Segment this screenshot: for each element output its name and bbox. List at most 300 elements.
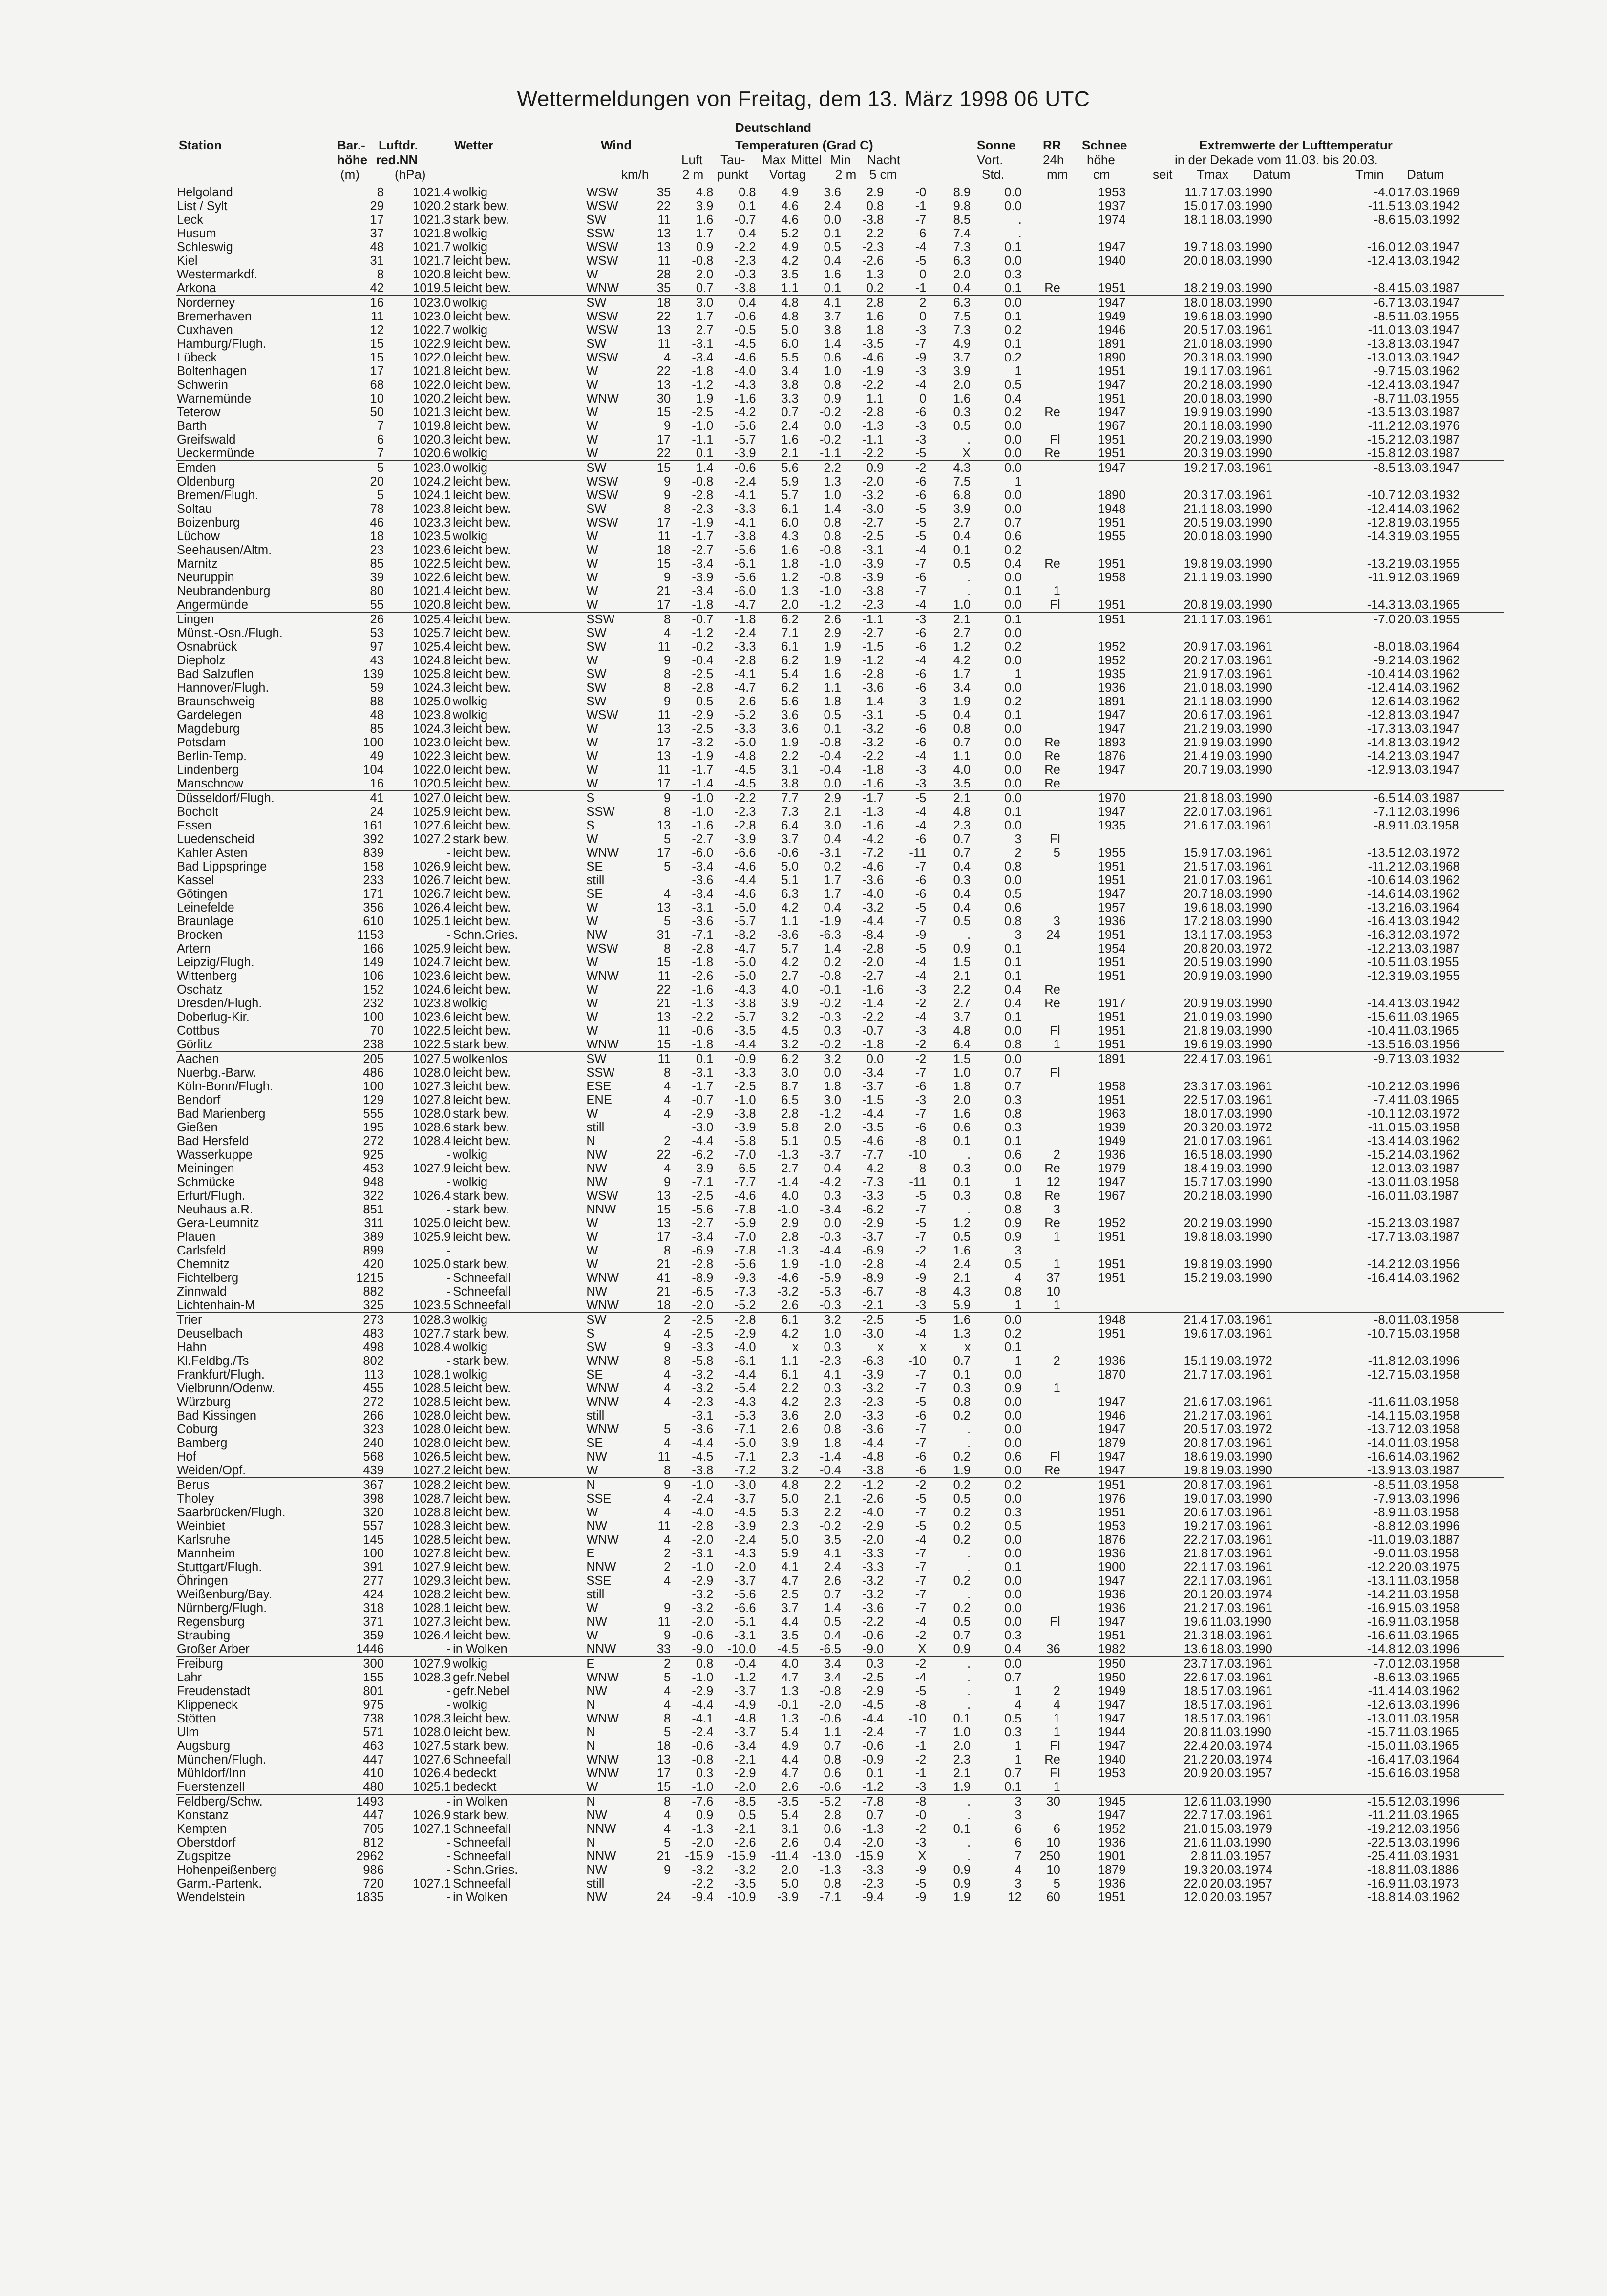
cell-schnee: Re [1044,997,1060,1010]
cell-taupunkt: -4.9 [734,1698,756,1712]
cell-rr-24h: 0.6 [1004,1148,1022,1162]
cell-tmin-datum: 11.03.1958 [1397,1506,1459,1519]
cell-wind-kmh: 9 [663,654,671,667]
cell-bar-hoehe: 322 [363,1189,384,1203]
cell-station: Zugspitze [177,1850,231,1863]
cell-tmin: -10.6 [1367,873,1396,887]
table-row [176,654,1504,667]
cell-tmax: 22.4 [1127,1052,1209,1066]
cell-rr-24h: 0.0 [1004,654,1022,667]
cell-taupunkt: -7.2 [734,1464,756,1477]
cell-luftdruck: 1021.4 [413,584,451,598]
cell-nacht-5cm: -7 [915,1436,927,1450]
cell-taupunkt: -4.5 [734,337,756,351]
cell-taupunkt: -3.7 [734,1574,756,1588]
cell-luftdruck: 1028.0 [413,1725,451,1739]
cell-tmax-datum [1209,584,1314,598]
cell-wetter: leicht bew. [453,543,511,557]
cell-nacht-5cm: -5 [915,1395,927,1409]
cell-wetter: leicht bew. [453,777,511,790]
cell-station: Norderney [176,296,352,310]
cell-rr-24h: 0.7 [1004,1066,1022,1080]
cell-max: 6.1 [781,1368,799,1382]
cell-nacht-5cm: -5 [915,708,927,722]
cell-tmax: 19.6 [1184,1615,1208,1629]
cell-max: 5.6 [757,461,800,475]
cell-sonne: 1.7 [953,667,971,681]
cell-luft-2m: -0.8 [692,1753,714,1766]
cell-min-2m: -1.3 [862,805,884,819]
cell-wind-kmh: 8 [637,612,672,626]
cell-sonne: 0.5 [953,419,971,433]
cell-wetter: leicht bew. [453,1066,511,1080]
cell-max: 1.3 [781,584,799,598]
cell-station: Ueckermünde [177,446,254,460]
cell-mittel-vortag: -0.2 [820,405,841,419]
cell-wind-richtung: SW [586,626,607,640]
cell-seit [1061,1298,1127,1313]
cell-luft-2m: -3.0 [692,1121,714,1134]
cell-schnee: Re [1044,557,1060,571]
cell-tmax-datum: 17.03.1990 [1210,199,1272,213]
cell-nacht-5cm: -7 [915,584,927,598]
cell-wind-kmh: 21 [656,1257,671,1271]
cell-bar-hoehe: 97 [370,640,384,654]
cell-sonne: 1.5 [953,956,971,969]
cell-mittel-vortag: 3.8 [824,323,841,337]
cell-rr-24h: 1 [1015,1684,1022,1698]
cell-mittel-vortag: -0.2 [820,433,841,446]
cell-rr-24h: 0.0 [972,1052,1023,1066]
cell-wind-richtung: S [585,791,637,805]
cell-tmin-datum: 11.03.1955 [1397,392,1459,405]
cell-wind-kmh: 5 [663,1836,671,1850]
cell-mittel-vortag: -2.3 [820,1354,841,1368]
cell-station: Bad Hersfeld [177,1134,249,1148]
cell-sonne: 2.1 [953,969,971,983]
cell-wetter: leicht bew. [453,378,511,392]
cell-luftdruck: - [446,1175,451,1189]
cell-bar-hoehe: 439 [363,1464,384,1477]
cell-tmin-datum: 13.03.1942 [1397,997,1460,1010]
cell-luft-2m: -3.1 [692,1409,714,1423]
cell-min-2m: -2.3 [862,1877,884,1891]
cell-mittel-vortag: -0.4 [820,1464,841,1477]
cell-wind-kmh: 22 [656,446,671,460]
cell-bar-hoehe: 925 [363,1148,384,1162]
cell-taupunkt: -4.7 [734,942,756,956]
cell-nacht-5cm: -6 [915,722,927,736]
table-row [176,1395,1504,1409]
cell-nacht-5cm: -3 [915,364,927,378]
cell-min-2m: -2.5 [862,1671,884,1684]
cell-tmin-datum: 13.03.1987 [1397,1230,1460,1244]
cell-rr-24h: 0.2 [1004,351,1022,364]
cell-taupunkt: -7.0 [734,1148,756,1162]
cell-max: 2.6 [781,1836,799,1850]
cell-luftdruck: 1020.8 [413,268,451,281]
cell-station: Deuselbach [177,1327,243,1340]
cell-wind-richtung: W [586,1230,598,1244]
cell-schnee: Fl [1050,832,1060,846]
cell-wind-richtung: SSW [586,227,615,240]
cell-schnee [1023,708,1061,722]
cell-tmin: -14.3 [1367,598,1396,612]
cell-bar-hoehe: 8 [377,268,384,281]
cell-tmin-datum: 15.03.1958 [1397,1368,1460,1382]
cell-tmin: -9.7 [1374,364,1396,378]
cell-wind-richtung: W [586,530,598,543]
cell-sonne: . [967,1836,971,1850]
cell-mittel-vortag: 0.8 [824,530,841,543]
cell-bar-hoehe: 1835 [356,1891,384,1904]
cell-wind-richtung: W [586,1257,598,1271]
cell-luftdruck: 1026.9 [413,860,451,873]
cell-luftdruck: 1027.6 [413,1753,451,1766]
cell-taupunkt: -5.6 [734,1257,756,1271]
header-rr-24h: 24h [1043,152,1064,167]
table-row [176,1216,1504,1230]
cell-tmin: -16.9 [1367,1615,1396,1629]
cell-tmax: 19.8 [1184,557,1208,571]
cell-wetter: gefr.Nebel [453,1684,510,1698]
cell-luftdruck: 1022.5 [413,557,451,571]
cell-mittel-vortag: 1.8 [824,695,841,708]
cell-sonne: 2.1 [927,612,972,626]
cell-bar-hoehe: 2962 [356,1850,384,1863]
cell-tmin-datum: 12.03.1996 [1397,1519,1460,1533]
cell-sonne: 7.3 [953,323,971,337]
cell-luft-2m: -1.8 [692,956,714,969]
cell-tmax: 19.2 [1127,461,1209,475]
cell-seit: 1951 [1061,612,1127,626]
cell-max: -3.2 [777,1285,799,1298]
cell-wind-kmh: 9 [663,489,671,502]
table-row [176,186,1504,199]
cell-max: -3.5 [757,1794,800,1808]
header-bar2: höhe [337,152,368,167]
cell-wind-richtung: SE [586,1368,603,1382]
cell-station: Stötten [177,1712,216,1725]
cell-bar-hoehe: 802 [363,1354,384,1368]
cell-station: Westermarkdf. [177,268,258,281]
cell-rr-24h: 4 [1015,1271,1022,1285]
cell-tmax-datum: 18.03.1990 [1210,914,1272,928]
cell-bar-hoehe: 100 [363,736,384,749]
header-schnee-hoehe: höhe [1087,152,1115,167]
cell-tmax-datum: 18.03.1990 [1210,901,1272,914]
cell-wetter: leicht bew. [453,1216,511,1230]
cell-wind-richtung: E [585,1657,637,1671]
cell-taupunkt: -4.1 [734,667,756,681]
cell-tmin-datum: 13.03.1947 [1396,461,1504,475]
cell-nacht-5cm: -7 [915,213,927,227]
cell-wind-richtung: ENE [586,1093,612,1107]
cell-wind-richtung: WSW [586,942,618,956]
cell-wetter: stark bew. [453,1107,509,1121]
cell-wind-kmh: 35 [656,186,671,199]
cell-tmax: 16.5 [1184,1148,1208,1162]
cell-tmin-datum: 12.03.1996 [1397,805,1460,819]
cell-station: Lingen [176,612,352,626]
cell-tmax-datum: 11.03.1957 [1210,1850,1271,1863]
cell-seit [1061,1285,1127,1298]
cell-tmin: -11.6 [1368,1395,1396,1409]
cell-tmin: -12.4 [1367,254,1396,268]
cell-station: Düsseldorf/Flugh. [176,791,352,805]
cell-tmin: -10.4 [1367,1024,1396,1038]
cell-max: 5.1 [781,873,799,887]
cell-luft-2m: -1.7 [692,763,714,777]
cell-tmax-datum: 18.03.1990 [1210,213,1272,227]
cell-schnee: 5 [1053,1877,1060,1891]
cell-station: Feldberg/Schw. [176,1794,352,1808]
cell-station: Potsdam [177,736,226,749]
cell-luft-2m: -1.7 [692,1080,714,1093]
table-row [176,516,1504,530]
cell-tmax [1127,268,1209,281]
cell-wind-richtung: N [585,1794,637,1808]
cell-rr-24h: 0.0 [1004,873,1022,887]
cell-rr-24h: 0.0 [1004,419,1022,433]
cell-taupunkt: -2.4 [734,1533,756,1547]
cell-wind-kmh: 9 [663,571,671,584]
cell-tmax: 22.0 [1184,1877,1208,1891]
cell-taupunkt: -5.9 [734,1216,756,1230]
cell-station: Ulm [177,1725,199,1739]
cell-tmax: 20.2 [1184,1189,1208,1203]
cell-wind-richtung: SE [586,860,603,873]
cell-rr-24h: 0.0 [1004,186,1022,199]
cell-schnee [1023,419,1061,433]
cell-tmax: 11.7 [1184,186,1208,199]
cell-taupunkt: -4.0 [734,364,756,378]
cell-wind-richtung: W [586,1107,598,1121]
table-row [176,1753,1504,1766]
cell-mittel-vortag: 4.1 [824,1547,841,1560]
cell-seit: 1979 [1098,1162,1126,1175]
cell-wind-richtung: NNW [586,1822,616,1836]
cell-schnee: 1 [1053,584,1060,598]
cell-luft-2m: -1.8 [692,364,714,378]
cell-tmax [1127,777,1209,791]
cell-tmax-datum: 17.03.1961 [1210,1093,1272,1107]
cell-tmax: 12.0 [1184,1891,1208,1904]
cell-rr-24h: 0.2 [1004,695,1022,708]
cell-tmin [1314,1244,1396,1257]
cell-sonne: 0.2 [953,1574,971,1588]
cell-mittel-vortag: 0.2 [824,956,841,969]
cell-schnee [1023,543,1061,557]
header-seit: seit [1153,167,1173,182]
cell-tmax [1127,475,1209,489]
cell-tmax-datum: 17.03.1961 [1210,1671,1272,1684]
cell-tmin: -12.8 [1367,708,1396,722]
table-row [176,1080,1504,1093]
cell-taupunkt: -3.8 [734,997,756,1010]
cell-taupunkt: -4.0 [734,1340,756,1354]
cell-station: Bad Salzuflen [177,667,254,681]
cell-mittel-vortag: 4.1 [800,296,842,310]
cell-luftdruck: 1023.5 [413,1298,451,1312]
cell-tmin: -8.5 [1374,310,1396,323]
cell-tmin-datum [1396,626,1504,640]
cell-tmin: -12.8 [1367,516,1396,530]
cell-tmin: -13.0 [1367,1712,1396,1725]
cell-max: 1.1 [781,914,799,928]
cell-luftdruck: 1020.6 [413,446,451,460]
cell-nacht-5cm: -3 [915,323,927,337]
cell-sonne: 4.0 [953,763,971,777]
cell-luftdruck: - [446,928,451,942]
cell-mittel-vortag: 1.6 [824,268,841,281]
cell-station: Lichtenhain-M [177,1298,255,1312]
cell-bar-hoehe: 49 [370,749,384,763]
cell-seit: 1951 [1098,281,1126,295]
cell-seit: 1952 [1098,640,1126,654]
header-luft2: red.NN [376,152,418,167]
cell-wind-richtung: SE [586,887,603,901]
cell-min-2m: -3.8 [862,584,884,598]
cell-taupunkt: -6.6 [734,846,756,860]
cell-max: 2.2 [781,1382,799,1395]
cell-luft-2m: -15.9 [685,1850,714,1863]
cell-max: 2.7 [781,969,799,983]
cell-mittel-vortag: 1.4 [824,942,841,956]
cell-taupunkt: -5.4 [734,1382,756,1395]
cell-wind-kmh: 11 [657,1024,671,1038]
cell-sonne: 0.1 [953,1712,971,1725]
cell-luftdruck: 1023.6 [413,969,451,983]
cell-tmax-datum: 18.03.1990 [1210,681,1272,695]
cell-wind-kmh: 22 [656,1148,671,1162]
cell-luftdruck: 1024.6 [413,983,451,997]
cell-min-2m: -2.6 [862,254,884,268]
cell-schnee [1023,1560,1061,1574]
cell-wind-richtung: W [586,1780,598,1794]
cell-rr-24h: 0.7 [1004,1080,1022,1093]
cell-taupunkt: -4.4 [734,1038,756,1051]
cell-min-2m: -3.2 [862,736,884,749]
cell-taupunkt: -2.8 [734,819,756,832]
cell-bar-hoehe: 557 [363,1519,384,1533]
cell-wind-kmh: 33 [656,1642,671,1656]
cell-luftdruck: 1022.9 [413,337,451,351]
cell-wetter: leicht bew. [453,901,511,914]
cell-taupunkt: -2.0 [734,1780,756,1794]
cell-wind-kmh: 13 [656,1753,671,1766]
table-row [176,598,1504,612]
cell-tmin: -12.2 [1367,1560,1396,1574]
cell-tmin-datum: 12.03.1987 [1397,446,1460,460]
cell-tmin-datum: 11.03.1965 [1397,1010,1459,1024]
cell-bar-hoehe: 389 [363,1230,384,1244]
cell-bar-hoehe: 20 [370,475,384,489]
cell-luft-2m: -4.4 [692,1134,714,1148]
cell-max: 4.2 [781,1395,799,1409]
cell-wetter: leicht bew. [452,791,585,805]
cell-station: Bad Kissingen [177,1409,257,1423]
cell-mittel-vortag: 1.9 [824,654,841,667]
cell-wind-kmh: 11 [657,1615,671,1629]
cell-nacht-5cm: -3 [915,695,927,708]
cell-wind-richtung: NNW [586,1203,616,1216]
cell-taupunkt: 0.1 [739,199,756,213]
cell-station: Augsburg [177,1739,231,1753]
cell-tmax-datum: 18.03.1990 [1210,1642,1272,1656]
cell-schnee: 30 [1023,1794,1061,1808]
cell-schnee [1023,654,1061,667]
cell-station: Neubrandenburg [177,584,271,598]
cell-min-2m: -7.2 [862,846,884,860]
cell-max: 5.8 [781,1121,799,1134]
cell-tmin: -25.4 [1367,1850,1396,1863]
cell-mittel-vortag: 0.0 [824,419,841,433]
cell-max: 1.6 [781,433,799,446]
cell-luftdruck: - [446,1271,451,1285]
cell-schnee [1023,956,1061,969]
cell-wetter: stark bew. [453,1354,509,1368]
cell-tmin-datum: 13.03.1932 [1396,1052,1504,1066]
cell-min-2m: -1.5 [862,640,884,654]
cell-tmax-datum: 17.03.1961 [1209,461,1314,475]
cell-tmin-datum: 11.03.1958 [1397,1615,1459,1629]
cell-tmin-datum: 11.03.1931 [1397,1850,1459,1863]
cell-nacht-5cm: 0 [919,392,927,405]
cell-schnee [1023,1533,1061,1547]
cell-wetter: leicht bew. [453,1629,511,1642]
cell-luft-2m: -1.9 [692,516,714,530]
table-row [176,901,1504,914]
cell-seit: 1893 [1098,736,1126,749]
cell-taupunkt: -2.9 [734,1327,756,1340]
cell-min-2m: -3.8 [862,1464,884,1477]
cell-taupunkt: -8.2 [734,928,756,942]
cell-taupunkt: -5.0 [734,1436,756,1450]
cell-max: 1.1 [781,281,799,295]
cell-bar-hoehe: 483 [363,1327,384,1340]
cell-taupunkt: -2.6 [734,1836,756,1850]
cell-tmax-datum: 17.03.1961 [1210,654,1272,667]
cell-station: Weiden/Opf. [177,1464,246,1477]
cell-luft-2m: -6.0 [692,846,714,860]
cell-bar-hoehe: 41 [352,791,384,805]
cell-max: -1.4 [777,1175,799,1189]
cell-rr-24h: 0.0 [1004,1492,1022,1506]
cell-mittel-vortag: 2.0 [824,1409,841,1423]
cell-station: Schleswig [177,240,233,254]
cell-tmin-datum: 12.03.1956 [1397,1257,1460,1271]
cell-wetter: leicht bew. [453,722,511,736]
cell-taupunkt: -3.7 [734,1492,756,1506]
cell-luftdruck: 1022.0 [413,763,451,777]
cell-max: 3.2 [781,1010,799,1024]
cell-taupunkt: -5.2 [734,1298,756,1312]
cell-rr-24h: 1 [1015,364,1022,378]
header-sonne-std: Std. [982,167,1005,182]
cell-min-2m: 0.7 [866,1808,884,1822]
cell-taupunkt: -6.6 [734,1601,756,1615]
cell-wetter: leicht bew. [453,819,511,832]
cell-schnee [1023,1671,1061,1684]
cell-min-2m: -4.6 [862,351,884,364]
cell-seit: 1936 [1098,1877,1126,1891]
cell-mittel-vortag: 0.8 [824,1753,841,1766]
cell-max: 3.5 [781,268,799,281]
cell-tmin: -8.6 [1374,1671,1396,1684]
cell-tmin-datum: 11.03.1958 [1397,819,1459,832]
table-row [176,557,1504,571]
